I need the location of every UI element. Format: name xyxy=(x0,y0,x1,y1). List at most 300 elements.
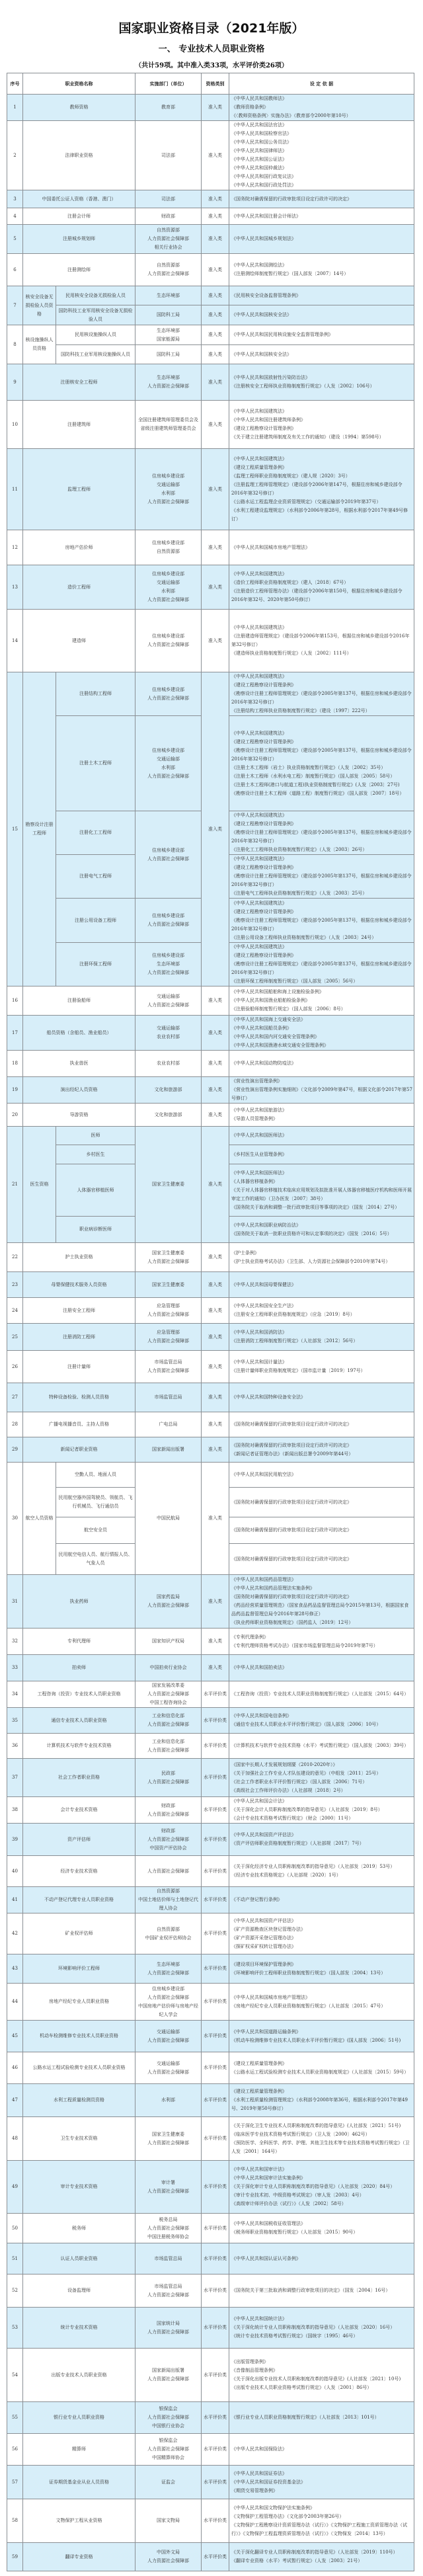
table-row xyxy=(7,1887,414,1913)
department xyxy=(135,1734,202,1759)
legal-basis xyxy=(229,401,414,449)
qualification-type: 水平评价类 xyxy=(202,2499,229,2543)
legal-basis-line: 《勘察设计注册土木工程师（道路工程）制度暂行规定》（国人部发〔2007〕18号） xyxy=(231,790,404,796)
legal-basis-line: 《中华人民共和国建筑法》 xyxy=(231,674,287,679)
qualification-name: 精算师 xyxy=(23,2434,135,2466)
legal-basis-line: 《中华人民共和国建筑法》 xyxy=(231,856,287,862)
table-row xyxy=(7,2349,414,2402)
department-line: 人力资源社会保障部 xyxy=(147,2069,189,2075)
legal-basis-line: 《中华人民共和国行政复议法》 xyxy=(231,174,296,179)
department-line: 中国资产评估协会 xyxy=(149,1845,187,1851)
department xyxy=(135,449,202,530)
legal-basis-line: 《出版专业技术人员职业资格考试暂行规定》（人发〔2001〕86号） xyxy=(231,2385,372,2390)
legal-basis-line: 《音像制品管理条例》 xyxy=(231,2368,278,2373)
legal-basis-line: 《中华人民共和国建筑法》 xyxy=(231,944,287,949)
department-line: 人力资源社会保障部 xyxy=(147,1002,189,1008)
legal-basis-line: 《国务院对确需保留的行政审批项目设定行政许可的决定》 xyxy=(231,1556,352,1562)
department xyxy=(135,1708,202,1734)
table-row xyxy=(7,1051,414,1077)
department xyxy=(135,2214,202,2243)
legal-basis xyxy=(229,610,414,672)
row-number: 51 xyxy=(7,2243,23,2274)
legal-basis-line: 《注册土木工程师（岩土）执业资格制度暂行规定》（人发〔2002〕35号） xyxy=(231,764,386,770)
department-line: 水利部 xyxy=(161,491,175,496)
qualification-type: 准入类 xyxy=(202,672,229,986)
department-line: 中国矿业权评估师协会 xyxy=(145,1935,192,1941)
department xyxy=(135,565,202,610)
qualification-type: 水平评价类 xyxy=(202,2243,229,2274)
department-line: 人力资源社会保障部 xyxy=(147,2329,189,2335)
legal-basis-line: 《审计专业技术初、中级资格考试规定》（审人发〔2003〕4号） xyxy=(231,2193,364,2198)
legal-basis xyxy=(229,1575,414,1629)
legal-basis-line: 《水利工程建设监理规定》（水利部令2006年第28号，根据水利部令2017年第49号修订） xyxy=(231,508,408,522)
qualification-name: 法律职业资格 xyxy=(23,121,135,190)
department-line: 住房城乡建设部 xyxy=(152,571,184,577)
row-number: 43 xyxy=(7,1954,23,1984)
qualification-type: 准入类 xyxy=(202,225,229,254)
department xyxy=(135,899,202,943)
legal-basis-line: 《建设工程质量管理条例》 xyxy=(231,2060,287,2066)
row-number: 48 xyxy=(7,2117,23,2161)
legal-basis xyxy=(229,530,414,565)
sub-qualification-name: 民用核安全设备无损检验人员 xyxy=(56,286,135,305)
legal-basis-line: 《中华人民共和国拍卖法》 xyxy=(231,1665,287,1670)
row-number: 46 xyxy=(7,2052,23,2084)
legal-basis-line: 《注册土木工程师（水利水电工程）制度暂行规定》（国人部发〔2005〕58号） xyxy=(231,773,395,779)
table-row xyxy=(7,1797,414,1824)
department xyxy=(135,1104,202,1127)
legal-basis xyxy=(229,1488,414,1517)
legal-basis-line: 《中华人民共和国法官法》 xyxy=(231,122,287,128)
row-number: 14 xyxy=(7,610,23,672)
qualification-type: 准入类 xyxy=(202,364,229,401)
legal-basis-line: 《中华人民共和国建筑法》 xyxy=(231,813,287,818)
qualification-type: 准入类 xyxy=(202,610,229,672)
row-number: 49 xyxy=(7,2161,23,2214)
table-row xyxy=(7,1412,414,1437)
legal-basis xyxy=(229,345,414,364)
qualification-type: 水平评价类 xyxy=(202,2308,229,2349)
legal-basis xyxy=(229,1104,414,1127)
qualification-type: 准入类 xyxy=(202,121,229,190)
sub-qualification-name: 人体器官移植医师 xyxy=(56,1164,135,1217)
department xyxy=(135,1272,202,1298)
legal-basis-line: 《中华人民共和国测绘法》 xyxy=(231,262,287,268)
legal-basis-line: 《注册验船师制度暂行规定》（国人部发〔2006〕8号） xyxy=(231,1006,346,1012)
qualification-type: 准入类 xyxy=(202,95,229,121)
department-line: 中国工程咨询协会 xyxy=(149,1700,187,1705)
department-line: 国家统计局 xyxy=(157,2320,180,2326)
department-line: 司法部 xyxy=(161,152,175,158)
qualification-group-name: 核设施操纵人员资格 xyxy=(23,325,56,364)
legal-basis-line: 《中华人民共和国内河交通安全管理条例》 xyxy=(231,1034,319,1039)
sub-qualification-name: 注册化工工程师 xyxy=(56,811,135,855)
legal-basis-line: 《资产评估师职业资格制度暂行规定》（人社部规〔2017〕7号） xyxy=(231,1841,364,1846)
sub-qualification-name: 注册公用设备工程师 xyxy=(56,899,135,943)
row-number: 4 xyxy=(7,208,23,225)
legal-basis-line: 《房地产经纪专业人员职业资格制度暂行规定》（人社部发〔2015〕47号） xyxy=(231,2003,386,2009)
department-line: 银保监会 xyxy=(159,2406,178,2411)
legal-basis-line: 《中华人民共和国电信条例》 xyxy=(231,1713,291,1718)
legal-basis-line: 《中华人民共和国证券法》 xyxy=(231,2470,287,2476)
department-line: 应急管理部 xyxy=(157,1303,180,1308)
qualification-type: 准入类 xyxy=(202,1104,229,1127)
department-line: 住房城乡建设部 xyxy=(152,953,184,958)
legal-basis-line: 《经济专业技术资格规定》（人社部规〔2020〕1号） xyxy=(231,1872,341,1878)
legal-basis-line: 《中华人民共和国建筑法》 xyxy=(231,571,287,577)
qualification-type: 准入类 xyxy=(202,1383,229,1412)
legal-basis xyxy=(229,811,414,855)
department-line: 交通运输部 xyxy=(157,756,180,762)
legal-basis xyxy=(229,986,414,1016)
department-line: 财政部 xyxy=(161,1802,175,1808)
department xyxy=(135,2021,202,2052)
department-line: 人力资源社会保障部 xyxy=(147,695,189,701)
department-line: 人力资源社会保障部 xyxy=(147,1779,189,1785)
legal-basis-line: 《不动产登记暂行条例》 xyxy=(231,1897,282,1902)
department-line: 住房城乡建设部 xyxy=(152,540,184,545)
legal-basis-line: 《工程咨询（投资）专业技术人员职业资格制度暂行规定》（人社部发〔2015〕64号） xyxy=(231,1691,409,1697)
qualification-name: 不动产登记代理专业人员职业资格 xyxy=(23,1887,135,1913)
legal-basis-line: 《乡村医生从业管理条例》 xyxy=(231,1151,287,1157)
department-line: 人力资源社会保障部 xyxy=(147,2188,189,2194)
legal-basis-line: 《中华人民共和国医师法》 xyxy=(231,1133,287,1138)
qualification-name: 执业药师 xyxy=(23,1575,135,1629)
legal-basis xyxy=(229,325,414,345)
sub-qualification-name: 民用航空器外国驾驶员、领航员、飞行机械员、飞行通信员 xyxy=(56,1488,135,1517)
legal-basis-line: 《计算机技术与软件专业技术资格（水平）考试暂行规定》（国人部发〔2003〕39号） xyxy=(231,1743,409,1748)
qualification-type: 水平评价类 xyxy=(202,2117,229,2161)
qualification-type: 水平评价类 xyxy=(202,1681,229,1708)
table-row xyxy=(7,2161,414,2214)
legal-basis-line: 《中华人民共和国建筑法》 xyxy=(231,456,287,462)
department xyxy=(135,986,202,1016)
legal-basis-line: 《建设工程质量管理条例》 xyxy=(231,465,287,470)
legal-basis-line: 《中华人民共和国建筑法》 xyxy=(231,730,287,736)
table-row xyxy=(7,2052,414,2084)
department xyxy=(135,254,202,286)
department-line: 中国精算师协会 xyxy=(152,2455,184,2460)
qualification-type: 水平评价类 xyxy=(202,2214,229,2243)
legal-basis xyxy=(229,1517,414,1544)
legal-basis xyxy=(229,2117,414,2161)
legal-basis-line: 《公路水运工程试验检测专业技术人员职业资格制度规定》（人社部发〔2015〕59号） xyxy=(231,2069,409,2075)
row-number: 3 xyxy=(7,190,23,208)
qualification-name: 会计专业技术资格 xyxy=(23,1797,135,1824)
qualification-name: 工程咨询（投资）专业技术人员职业资格 xyxy=(23,1681,135,1708)
sub-qualification-name: 民用核设施操纵人员 xyxy=(56,325,135,345)
legal-basis xyxy=(229,1412,414,1437)
qualification-name: 经济专业技术资格 xyxy=(23,1856,135,1887)
legal-basis xyxy=(229,2052,414,2084)
qualification-name: 统计专业技术资格 xyxy=(23,2308,135,2349)
legal-basis-line: 《注册安全工程师职业资格制度规定》（应急〔2019〕8号） xyxy=(231,1312,355,1317)
row-number: 34 xyxy=(7,1681,23,1708)
qualification-name: 建造师 xyxy=(23,610,135,672)
department-line: 财政部 xyxy=(161,213,175,219)
department-line: 生态环境部 xyxy=(157,961,180,967)
department-line: 人力资源社会保障部 xyxy=(147,383,189,389)
legal-basis-line: 《勘察设计注册工程师管理规定》（建设部令2005年第137号，根据住房和城乡建设部令2016年第32号修订） xyxy=(231,873,412,887)
qualification-type: 水平评价类 xyxy=(202,2434,229,2466)
legal-basis-line: 《关于加强社会工作专业人才队伍建设的意见》（中组发〔2011〕25号） xyxy=(231,1770,381,1776)
row-number: 28 xyxy=(7,1412,23,1437)
legal-basis xyxy=(229,2402,414,2434)
department-line: 国家能源局 xyxy=(157,336,180,342)
legal-basis-line: 《国务院关于取消和调整一批行政审批项目等事项的决定》（国发〔2014〕27号） xyxy=(231,1204,400,1210)
legal-basis-line: 《注册电气工程师执业资格制度暂行规定》（人发〔2003〕25号） xyxy=(231,891,367,896)
department-line: 教育部 xyxy=(161,104,175,110)
department-line: 人力资源社会保障部 xyxy=(147,236,189,241)
department-line: 民政部 xyxy=(161,1770,175,1776)
table-row xyxy=(7,1324,414,1351)
legal-basis xyxy=(229,1298,414,1324)
row-number: 8 xyxy=(7,325,23,364)
department-line: 国家新闻出版署 xyxy=(152,1447,184,1452)
department xyxy=(135,2274,202,2308)
department xyxy=(135,2117,202,2161)
table-row xyxy=(7,1708,414,1734)
legal-basis-line: 《注册监理工程师管理规定》（建设部令2006年第147号，根据住房和城乡建设部令2016年第32号修订） xyxy=(231,482,403,496)
department-line: 生态环境部 xyxy=(157,375,180,380)
department xyxy=(135,2052,202,2084)
legal-basis-line: 《中华人民共和国城市房地产管理法》 xyxy=(231,1994,310,2000)
qualification-name: 注册核安全工程师 xyxy=(23,364,135,401)
legal-basis xyxy=(229,364,414,401)
sub-qualification-name: 职业病诊断医师 xyxy=(56,1217,135,1243)
department-line: 人力资源社会保障部 xyxy=(147,1836,189,1842)
table-subrow xyxy=(7,1127,414,1145)
row-number: 57 xyxy=(7,2466,23,2499)
qualification-type: 准入类 xyxy=(202,401,229,449)
qualification-type: 准入类 xyxy=(202,208,229,225)
department-line: 国家卫生健康委 xyxy=(152,1182,184,1187)
department-line: 水利部 xyxy=(161,764,175,770)
table-row xyxy=(7,1243,414,1272)
legal-basis-line: 《勘察设计注册工程师管理规定》（建设部令2005年第137号，根据住房和城乡建设部令2016年第32号修订） xyxy=(231,961,412,975)
table-row xyxy=(7,1681,414,1708)
legal-basis-line: 《注册测绘师制度暂行规定》（国人部发〔2007〕14号） xyxy=(231,271,349,276)
qualification-type: 水平评价类 xyxy=(202,1708,229,1734)
legal-basis-line: 《中华人民共和国仲裁法》 xyxy=(231,165,287,171)
legal-basis-line: 《中华人民共和国会计法》 xyxy=(231,1798,287,1804)
qualification-name: 新闻记者职业资格 xyxy=(23,1437,135,1463)
qualification-type: 准入类 xyxy=(202,1324,229,1351)
row-number: 50 xyxy=(7,2214,23,2243)
legal-basis-line: 《国务院对确需保留的行政审批项目设定行政许可的决定》 xyxy=(231,196,352,202)
department-line: 自然资源部 xyxy=(157,1926,180,1932)
legal-basis xyxy=(229,1984,414,2021)
department-line: 人力资源社会保障部 xyxy=(147,2415,189,2420)
legal-basis xyxy=(229,95,414,121)
qualification-name: 通信专业技术人员职业资格 xyxy=(23,1708,135,1734)
table-row xyxy=(7,2402,414,2434)
department-line: 人力资源社会保障部 xyxy=(147,1747,189,1753)
legal-basis-line: 《关于深化卫生专业技术人员职称制度改革的指导意见》(人社部发〔2021〕51号) xyxy=(231,2122,401,2128)
legal-basis xyxy=(229,1272,414,1298)
department xyxy=(135,225,202,254)
legal-basis-line: 《国务院对确需保留的行政审批项目设定行政许可的决定》 xyxy=(231,1594,352,1599)
legal-basis xyxy=(229,1145,414,1164)
legal-basis xyxy=(229,1217,414,1243)
legal-basis-line: 《监理工程师职业资格制度规定》（建人规〔2020〕3号） xyxy=(231,473,350,479)
table-subrow xyxy=(7,286,414,305)
row-number: 15 xyxy=(7,672,23,986)
qualification-type: 水平评价类 xyxy=(202,1759,229,1797)
legal-basis-line: 《中华人民共和国渔港水域交通安全管理条例》 xyxy=(231,1043,328,1048)
qualification-type: 准入类 xyxy=(202,1463,229,1575)
legal-basis xyxy=(229,1797,414,1824)
department-line: 税务总局 xyxy=(159,2216,178,2222)
department-line: 交通运输部 xyxy=(157,1026,180,1031)
legal-basis-line: 《中华人民共和国船员条例》 xyxy=(231,1026,291,1031)
legal-basis-line: 《中华人民共和国行政处罚法》 xyxy=(231,182,296,188)
legal-basis xyxy=(229,305,414,325)
department-line: 人力资源社会保障部 xyxy=(147,2558,189,2563)
qualification-group-name: 医生资格 xyxy=(23,1127,56,1243)
department-line: 中国民航局 xyxy=(157,1515,180,1521)
qualification-name: 演出经纪人员资格 xyxy=(23,1077,135,1104)
table-row xyxy=(7,1383,414,1412)
table-row xyxy=(7,1655,414,1681)
department-line: 人力资源社会保障部 xyxy=(147,1368,189,1373)
row-number: 25 xyxy=(7,1324,23,1351)
legal-basis xyxy=(229,1127,414,1145)
table-row xyxy=(7,565,414,610)
legal-basis xyxy=(229,286,414,305)
legal-basis-line: 《期货交易管理条例》 xyxy=(231,2487,278,2493)
qualification-type: 水平评价类 xyxy=(202,2543,229,2571)
table-row xyxy=(7,1298,414,1324)
department-line: 国家新闻出版署 xyxy=(152,2368,184,2373)
qualification-type: 水平评价类 xyxy=(202,1887,229,1913)
qualification-name: 注册消防工程师 xyxy=(23,1324,135,1351)
department-line: 审计署 xyxy=(161,2179,175,2185)
legal-basis-line: 《注册结构工程师执业资格制度暂行规定》（建设〔1997〕222号） xyxy=(231,708,370,713)
qualification-name: 机动车检测维修专业技术人员职业资格 xyxy=(23,2021,135,2052)
row-number: 20 xyxy=(7,1104,23,1127)
row-number: 35 xyxy=(7,1708,23,1734)
qualification-name: 注册安全工程师 xyxy=(23,1298,135,1324)
table-row xyxy=(7,2499,414,2543)
table-row xyxy=(7,225,414,254)
table-row xyxy=(7,2084,414,2117)
table-row xyxy=(7,1824,414,1856)
department-line: 住房城乡建设部 xyxy=(152,913,184,918)
department-line: 国家文物局 xyxy=(157,2518,180,2523)
department xyxy=(135,345,202,364)
legal-basis xyxy=(229,1824,414,1856)
legal-basis-line: 《注册消防工程师制度暂行规定》（人社部发〔2012〕56号） xyxy=(231,1338,358,1344)
qualification-type: 水平评价类 xyxy=(202,1797,229,1824)
qualification-type: 准入类 xyxy=(202,530,229,565)
legal-basis-line: 《文物保护工程勘察设计资质管理办法（试行）》《文物保护工程施工资质管理办法（试行）》《文物保护工程监理资质管理办法（试行）》（文物保发〔2014〕13号） xyxy=(231,2522,407,2536)
department-line: 自然资源部 xyxy=(157,549,180,554)
legal-basis-line: 《中华人民共和国资产评估法》 xyxy=(231,1917,296,1923)
row-number: 6 xyxy=(7,254,23,286)
legal-basis-line: 《建设工程勘察设计管理条例》 xyxy=(231,426,296,431)
legal-basis-line: 《中华人民共和国安全生产法》 xyxy=(231,1303,296,1308)
qualification-type: 准入类 xyxy=(202,1298,229,1324)
legal-basis-line: 《新闻记者证管理办法》（新闻出版总署令2009年第44号） xyxy=(231,1451,354,1457)
legal-basis-line: 《中华人民共和国动物防疫法》 xyxy=(231,1061,296,1066)
table-row xyxy=(7,2243,414,2274)
department-line: 中国银行业协会 xyxy=(152,2423,184,2429)
department-line: 文化和旅游部 xyxy=(154,1111,182,1117)
qualification-name: 执业兽医 xyxy=(23,1051,135,1077)
legal-basis-line: 《矿产资源勘查区块登记管理办法》 xyxy=(231,1926,305,1932)
legal-basis-line: 《关于深化统计专业人员职称制度改革的指导意见》（人社部发〔2020〕16号） xyxy=(231,2325,395,2330)
table-subrow xyxy=(7,1463,414,1488)
department-line: 生态环境部 xyxy=(157,292,180,298)
qualification-name: 广播电视播音员、主持人资格 xyxy=(23,1412,135,1437)
table-row xyxy=(7,986,414,1016)
legal-basis-line: 《国务院对确需保留的行政审批项目设定行政许可的决定》 xyxy=(231,1422,352,1427)
legal-basis-line: 《通信专业技术人员职业水平评价暂行规定》（国人部发〔2006〕10号） xyxy=(231,1722,381,1727)
legal-basis-line: 《公路水运工程监理企业资质管理规定》（交通运输部令2019年第37号） xyxy=(231,499,381,504)
qualification-type: 水平评价类 xyxy=(202,2466,229,2499)
legal-basis-line: 《中华人民共和国核安全法》 xyxy=(231,312,291,317)
sub-qualification-name: 民用航空电信人员、航行情报人员、气象人员 xyxy=(56,1544,135,1575)
qualification-name: 卫生专业技术资格 xyxy=(23,2117,135,2161)
legal-basis-line: 《关于深化出版专业技术人员职称制度改革的指导意见》(人社部发〔2021〕10号) xyxy=(231,2376,401,2382)
table-row xyxy=(7,2214,414,2243)
row-number: 55 xyxy=(7,2402,23,2434)
legal-basis-line: 《注册化工工程师执业资格制度暂行规定》（人发〔2003〕26号） xyxy=(231,847,367,852)
department-line: 人力资源社会保障部 xyxy=(147,642,189,647)
sub-qualification-name: 注册结构工程师 xyxy=(56,672,135,716)
legal-basis xyxy=(229,1051,414,1077)
department-line: 交通运输部 xyxy=(157,2060,180,2066)
legal-basis xyxy=(229,2466,414,2499)
row-number: 17 xyxy=(7,1016,23,1051)
qualification-type: 水平评价类 xyxy=(202,2402,229,2434)
table-row xyxy=(7,190,414,208)
qualification-table xyxy=(7,73,414,2571)
table-row xyxy=(7,1759,414,1797)
legal-basis xyxy=(229,2021,414,2052)
legal-basis-line: 《导游人员管理条例》 xyxy=(231,1116,278,1121)
table-row xyxy=(7,1351,414,1383)
summary-note: （共计59项。其中准入类33项，水平评价类26项） xyxy=(135,62,288,69)
legal-basis xyxy=(229,1077,414,1104)
department-line: 人力资源社会保障部 xyxy=(147,2225,189,2231)
legal-basis-line: 《会计专业技术资格考试暂行规定》（财会〔2000〕11号） xyxy=(231,1816,354,1821)
department-line: 自然资源部 xyxy=(157,1888,180,1894)
qualification-type: 准入类 xyxy=(202,325,229,345)
qualification-name: 监理工程师 xyxy=(23,449,135,530)
legal-basis-line: 《中华人民共和国教师法》 xyxy=(231,96,287,101)
department-line: 交通运输部 xyxy=(157,993,180,999)
legal-basis xyxy=(229,2161,414,2214)
legal-basis-line: 《关于深化经济专业人员职称制度改革的指导意见》（人社部发〔2019〕53号） xyxy=(231,1864,395,1869)
legal-basis xyxy=(229,2243,414,2274)
row-number: 32 xyxy=(7,1629,23,1655)
legal-basis-line: 《注册建造师管理规定》（建设部令2006年第153号，根据住房和城乡建设部令2016年第32号修订） xyxy=(231,633,410,647)
row-number: 29 xyxy=(7,1437,23,1463)
legal-basis-line: 《注册环保工程师制度暂行规定》（国人部发〔2005〕56号） xyxy=(231,979,358,984)
row-number: 45 xyxy=(7,2021,23,2052)
department-line: 人力资源社会保障部 xyxy=(147,970,189,975)
row-number: 21 xyxy=(7,1127,23,1243)
section-heading: 一、 专业技术人员职业资格 xyxy=(158,44,265,54)
department xyxy=(135,2243,202,2274)
qualification-name: 矿业权评估师 xyxy=(23,1913,135,1954)
row-number: 38 xyxy=(7,1797,23,1824)
qualification-name: 房地产经纪专业人员职业资格 xyxy=(23,1984,135,2021)
legal-basis xyxy=(229,1856,414,1887)
qualification-name: 证券期货基金业从业人员资格 xyxy=(23,2466,135,2499)
